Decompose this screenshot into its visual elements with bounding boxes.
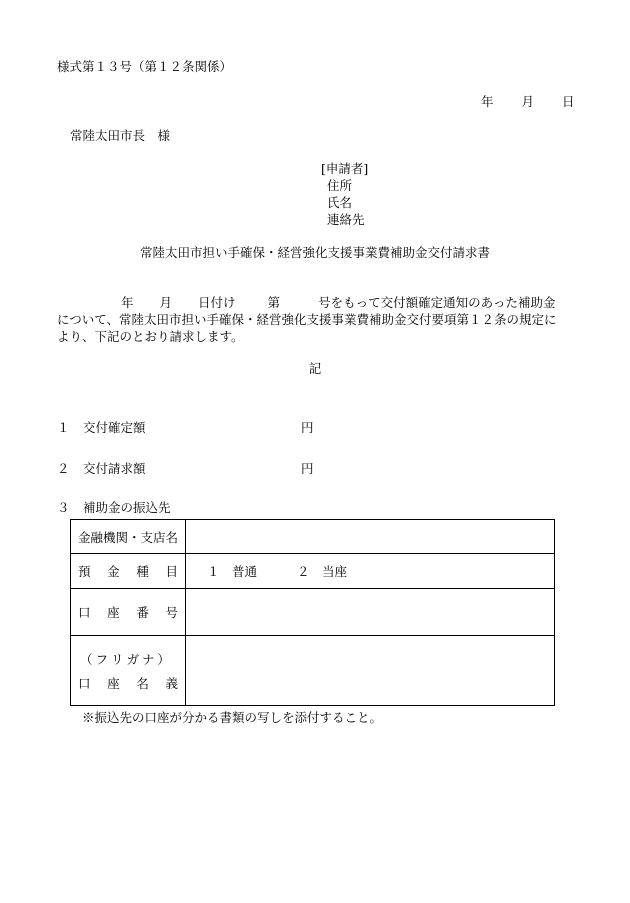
date-line <box>481 94 575 110</box>
item-requested-amount <box>57 461 314 477</box>
account-type-label: 預 金 種 目 <box>71 554 186 589</box>
item-label: 補助金の振込先 <box>83 500 171 515</box>
item-confirmed-amount <box>57 420 314 436</box>
body-dated: 日付け <box>198 295 236 310</box>
body-line-1 <box>57 294 577 311</box>
ki-heading: 記 <box>308 361 322 376</box>
account-name-label: （ フ リ ガ ナ ） 口 座 名 義 <box>71 636 186 706</box>
item-number: ２ <box>57 461 70 476</box>
bank-account-table <box>70 519 555 706</box>
institution-label: 金融機関・支店名 <box>71 520 186 554</box>
item-number: ３ <box>57 500 70 515</box>
applicant-contact-label: 連絡先 <box>327 212 365 227</box>
body-line-3: より、下記のとおり請求します。 <box>57 329 244 344</box>
applicant-name-label: 氏名 <box>327 195 353 210</box>
item-transfer-destination <box>57 500 171 516</box>
item-unit: 円 <box>301 420 314 435</box>
item-unit: 円 <box>301 461 314 476</box>
body-dai: 第 <box>267 295 281 310</box>
table-row <box>71 554 555 589</box>
account-number-field[interactable] <box>186 589 555 636</box>
body-tail: 号をもって交付額確定通知のあった補助金 <box>318 295 556 310</box>
account-number-label: 口 座 番 号 <box>71 589 186 636</box>
table-row <box>71 636 555 706</box>
account-type-current[interactable]: ２ 当座 <box>297 564 348 579</box>
applicant-heading: [申請者] <box>321 161 369 176</box>
applicant-address-label: 住所 <box>327 178 353 193</box>
addressee: 常陸太田市長 様 <box>70 128 171 143</box>
account-type-ordinary[interactable]: １ 普通 <box>207 564 258 579</box>
body-month: 月 <box>159 295 173 310</box>
form-number: 様式第１３号（第１２条関係） <box>57 59 233 74</box>
item-label: 交付確定額 <box>83 420 146 435</box>
account-type-field[interactable] <box>186 554 555 589</box>
table-row <box>71 520 555 554</box>
table-row <box>71 589 555 636</box>
institution-field[interactable] <box>186 520 555 554</box>
item-number: １ <box>57 420 70 435</box>
account-name-field[interactable] <box>186 636 555 706</box>
date-month: 月 <box>521 94 535 109</box>
request-body <box>57 294 577 345</box>
date-year: 年 <box>481 94 494 109</box>
body-line-2: について、常陸太田市担い手確保・経営強化支援事業費補助金交付要項第１２条の規定に <box>57 312 557 327</box>
body-year: 年 <box>121 295 134 310</box>
attachment-note: ※振込先の口座が分かる書類の写しを添付すること。 <box>82 710 383 725</box>
document-title: 常陸太田市担い手確保・経営強化支援事業費補助金交付請求書 <box>139 245 490 260</box>
date-day: 日 <box>562 94 575 109</box>
item-label: 交付請求額 <box>83 461 146 476</box>
applicant-block <box>321 160 368 228</box>
